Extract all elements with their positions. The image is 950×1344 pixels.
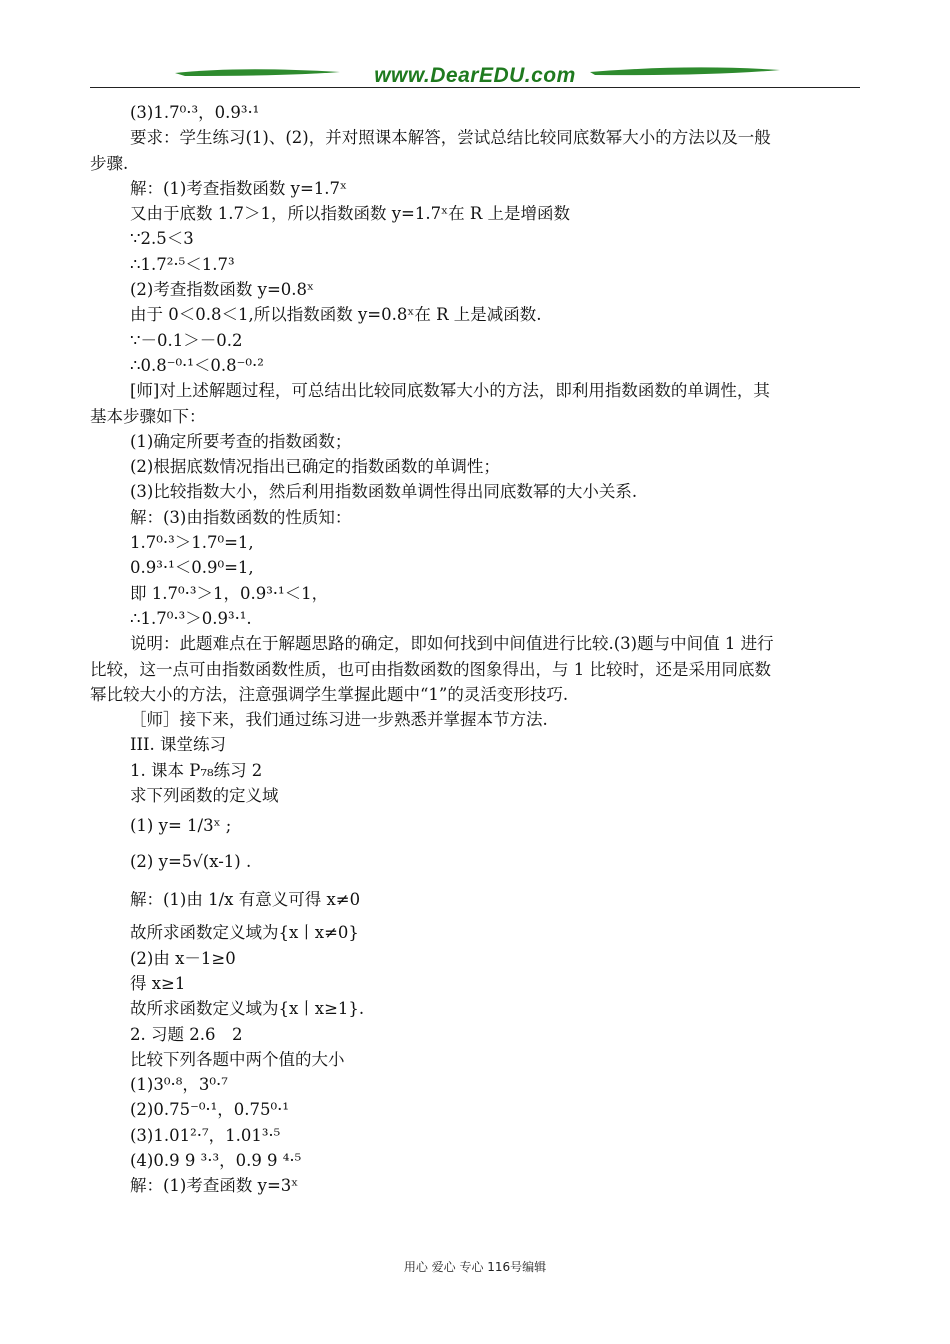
text-line: 要求：学生练习(1)、(2)，并对照课本解答，尝试总结比较同底数幂大小的方法以及一般 [130,128,771,148]
site-logo-text: www.DearEDU.com [374,64,576,87]
text-line: 由于 0＜0.8＜1,所以指数函数 y=0.8ˣ在 R 上是减函数. [130,305,542,325]
text-line: (2)由 x－1≥0 [130,948,236,968]
section-heading: III. 课堂练习 [130,735,227,755]
text-line: (3)比较指数大小，然后利用指数函数单调性得出同底数幂的大小关系. [130,482,638,502]
text-line: (2)根据底数情况指出已确定的指数函数的单调性； [130,457,500,477]
document-body [90,100,862,1199]
text-line: 得 x≥1 [130,973,186,993]
text-line: 故所求函数定义域为{x丨x≥1}. [130,999,365,1019]
text-line: 故所求函数定义域为{x丨x≠0} [130,923,359,943]
text-line: ∵2.5＜3 [130,229,194,249]
text-line: ∴1.7²·⁵＜1.7³ [130,254,235,274]
text-line: (4)0.9 9 ³·³，0.9 9 ⁴·⁵ [130,1150,302,1170]
header-divider [90,87,860,88]
text-line: 说明：此题难点在于解题思路的确定，即如何找到中间值进行比较.(3)题与中间值 1 进行 [130,634,774,654]
text-line: (1) y= 1/3ˣ ; [130,816,232,836]
text-line: (1)确定所要考查的指数函数； [130,431,352,451]
text-line: 即 1.7⁰·³＞1，0.9³·¹＜1， [130,583,329,603]
text-line: (2)考查指数函数 y=0.8ˣ [130,280,314,300]
text-line: 解：(1)考查指数函数 y=1.7ˣ [130,178,347,198]
text-line: ［师］接下来，我们通过练习进一步熟悉并掌握本节方法. [130,710,548,730]
text-line: 比较下列各题中两个值的大小 [130,1049,345,1069]
text-line: 又由于底数 1.7＞1，所以指数函数 y=1.7ˣ在 R 上是增函数 [130,204,571,224]
text-line: 基本步骤如下： [90,406,206,426]
text-line: (3)1.7⁰·³，0.9³·¹ [130,103,260,122]
text-line: (3)1.01²·⁷，1.01³·⁵ [130,1125,281,1145]
text-line: 幂比较大小的方法，注意强调学生掌握此题中“1”的灵活变形技巧. [90,684,569,704]
text-line: 步骤. [90,153,129,173]
text-line: (1)3⁰·⁸，3⁰·⁷ [130,1075,228,1095]
text-line: 1.7⁰·³＞1.7⁰=1, [130,533,254,553]
text-line: [师]对上述解题过程，可总结出比较同底数幂大小的方法，即利用指数函数的单调性，其 [130,381,770,401]
text-line: 0.9³·¹＜0.9⁰=1, [130,558,254,578]
text-line: 解：(1)由 1/x 有意义可得 x≠0 [130,890,361,910]
text-line: 2. 习题 2.6 2 [130,1024,243,1044]
text-line: (2)0.75⁻⁰·¹，0.75⁰·¹ [130,1100,290,1120]
text-line: (2) y=5√(x-1) . [130,852,252,872]
text-line: 解：(3)由指数函数的性质知： [130,507,352,527]
text-line: ∴1.7⁰·³＞0.9³·¹. [130,608,252,628]
text-line: ∴0.8⁻⁰·¹＜0.8⁻⁰·² [130,355,264,375]
text-line: 1. 课本 P₇₈练习 2 [130,760,263,780]
text-line: 解：(1)考查函数 y=3ˣ [130,1176,299,1196]
page-footer: 用心 爱心 专心 116号编辑 [403,1260,547,1274]
text-line: 比较，这一点可由指数函数性质，也可由指数函数的图象得出，与 1 比较时，还是采用同底数 [90,659,771,679]
text-line: ∵－0.1＞－0.2 [130,330,243,350]
text-line: 求下列函数的定义域 [130,786,279,806]
